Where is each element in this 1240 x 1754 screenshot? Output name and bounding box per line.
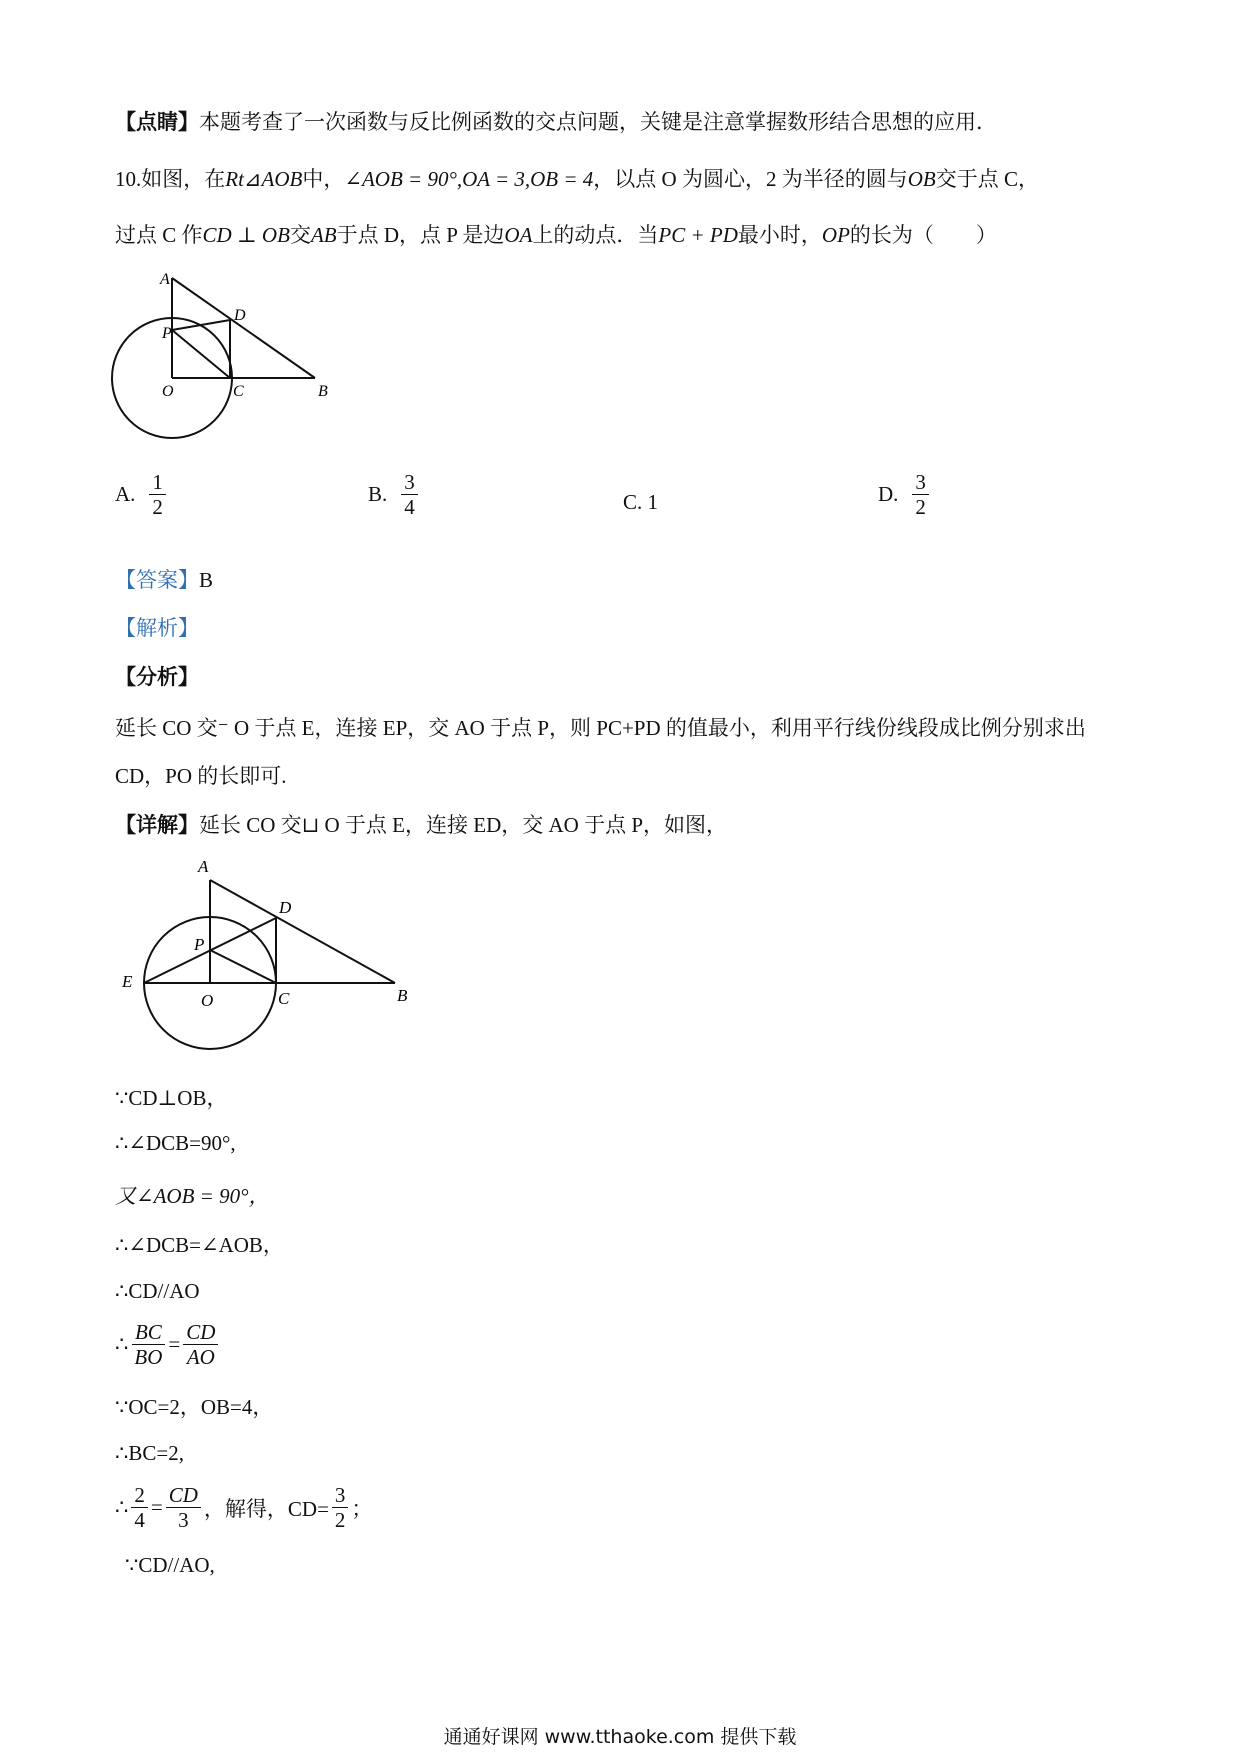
step-7: ∵OC=2，OB=4， <box>115 1395 274 1419</box>
label-c: C <box>278 989 290 1008</box>
option-letter: B. <box>368 482 388 507</box>
numerator: CD <box>183 1320 218 1345</box>
equals-sign: = <box>150 1495 163 1520</box>
option-d <box>878 470 932 519</box>
question-line-1 <box>115 163 1039 193</box>
option-b <box>368 470 421 519</box>
jiexi-tag: 【解析】 <box>115 616 199 640</box>
xiangjie-line <box>115 809 727 839</box>
numerator: CD <box>166 1483 201 1508</box>
fenxi-line-2: CD，PO 的长即可. <box>115 764 287 788</box>
option-a-fraction <box>149 470 166 519</box>
q-math: OP <box>821 223 850 247</box>
ratio-2-4 <box>131 1483 148 1532</box>
label-e: E <box>122 972 133 991</box>
question-figure <box>110 270 340 450</box>
label-d: D <box>234 307 246 324</box>
q-math: OA <box>504 223 533 247</box>
q-text: 于点 D，点 P 是边 <box>336 223 505 247</box>
solve-text: ，解得，CD= <box>203 1496 329 1521</box>
option-c-value: 1 <box>647 490 659 514</box>
denominator: 2 <box>915 495 926 520</box>
dianjing-text: 本题考查了一次函数与反比例函数的交点问题，关键是注意掌握数形结合思想的应用． <box>199 110 997 134</box>
step-5: ∴CD//AO <box>115 1279 200 1303</box>
q-math: Rt <box>225 167 244 191</box>
numerator: 3 <box>332 1483 349 1508</box>
denominator: 4 <box>134 1508 145 1533</box>
label-a: A <box>160 271 170 288</box>
answer-value: B <box>199 568 214 592</box>
ratio-cd-3 <box>166 1483 201 1532</box>
step-9 <box>115 1483 372 1532</box>
option-a <box>115 470 169 519</box>
page-footer: 通通好课网 www.tthaoke.com 提供下载 <box>443 1726 797 1748</box>
q-math: OB <box>907 167 936 191</box>
q-text: 最小时， <box>737 223 822 247</box>
q-text: 上的动点．当 <box>532 223 659 247</box>
step-3: 又∠AOB = 90°， <box>115 1184 270 1208</box>
label-p: P <box>194 935 205 954</box>
numerator: BC <box>132 1320 165 1345</box>
q-math: AOB <box>261 167 303 191</box>
ratio-bc-bo <box>131 1320 165 1369</box>
segment-ab <box>210 880 395 983</box>
segment-pc <box>172 330 230 378</box>
step-10: ∵CD//AO, <box>125 1553 215 1577</box>
option-c <box>623 490 658 515</box>
segment-pc <box>210 950 276 983</box>
numerator: 1 <box>149 470 166 495</box>
fenxi-tag: 【分析】 <box>115 665 199 689</box>
denominator: BO <box>134 1345 163 1370</box>
segment-ab <box>172 278 315 378</box>
fenxi-line-1: 延长 CO 交⁻ O 于点 E，连接 EP，交 AO 于点 P，则 PC+PD 的值最小，利用平行线份线段成比例分别求出 <box>115 716 1086 740</box>
label-o: O <box>162 383 174 400</box>
semicolon: ； <box>351 1496 373 1521</box>
q-math: AB <box>310 223 337 247</box>
xiangjie-tag: 【详解】 <box>115 813 199 837</box>
denominator: 2 <box>152 495 163 520</box>
option-letter: D. <box>878 482 899 507</box>
label-a: A <box>198 857 209 876</box>
denominator: 3 <box>178 1508 189 1533</box>
q-text: 交于点 C， <box>935 167 1039 191</box>
q-math: CD ⊥ OB <box>202 223 290 247</box>
q-math: ∠AOB = 90°,OA = 3,OB = 4 <box>344 167 594 191</box>
equals-sign: = <box>168 1332 181 1357</box>
therefore-symbol: ∴ <box>115 1332 129 1357</box>
label-b: B <box>318 383 328 400</box>
numerator: 2 <box>131 1483 148 1508</box>
step-1: ∵CD⊥OB， <box>115 1086 228 1110</box>
denominator: AO <box>186 1345 215 1370</box>
result-3-2 <box>332 1483 349 1532</box>
q-text: ，以点 O 为圆心，2 为半径的圆与 <box>593 167 908 191</box>
xiangjie-text: 延长 CO 交⊔ O 于点 E，连接 ED，交 AO 于点 P，如图， <box>199 813 728 837</box>
q-text: 中， <box>302 167 345 191</box>
dianjing-line <box>115 106 997 136</box>
step-2: ∴∠DCB=90°, <box>115 1131 236 1155</box>
q-math: PC + PD <box>658 223 738 247</box>
therefore-symbol: ∴ <box>115 1495 129 1520</box>
answer-line <box>115 564 213 594</box>
segment-pd <box>172 320 230 330</box>
q-text: 交 <box>289 223 311 247</box>
label-o: O <box>201 991 214 1010</box>
question-line-2 <box>115 219 997 249</box>
option-letter: C. <box>623 490 643 514</box>
q-text: 10.如图，在 <box>115 167 226 191</box>
denominator: 2 <box>334 1508 346 1533</box>
ratio-cd-ao <box>183 1320 218 1369</box>
label-p: P <box>162 325 172 342</box>
q-symbol: ⊿ <box>243 167 262 191</box>
answer-tag: 【答案】 <box>115 568 199 592</box>
option-b-fraction <box>401 470 418 519</box>
q-text: 的长为（ ） <box>849 223 997 247</box>
label-c: C <box>233 383 244 400</box>
option-d-fraction <box>912 470 929 519</box>
step-4: ∴∠DCB=∠AOB， <box>115 1233 284 1257</box>
numerator: 3 <box>912 470 929 495</box>
dianjing-tag: 【点睛】 <box>115 110 199 134</box>
solution-figure <box>115 855 425 1065</box>
numerator: 3 <box>401 470 418 495</box>
step-8: ∴BC=2, <box>115 1441 184 1465</box>
option-letter: A. <box>115 482 136 507</box>
step-6 <box>115 1320 221 1369</box>
denominator: 4 <box>404 495 415 520</box>
q-text: 过点 C 作 <box>115 223 203 247</box>
label-d: D <box>279 898 292 917</box>
label-b: B <box>397 986 408 1005</box>
